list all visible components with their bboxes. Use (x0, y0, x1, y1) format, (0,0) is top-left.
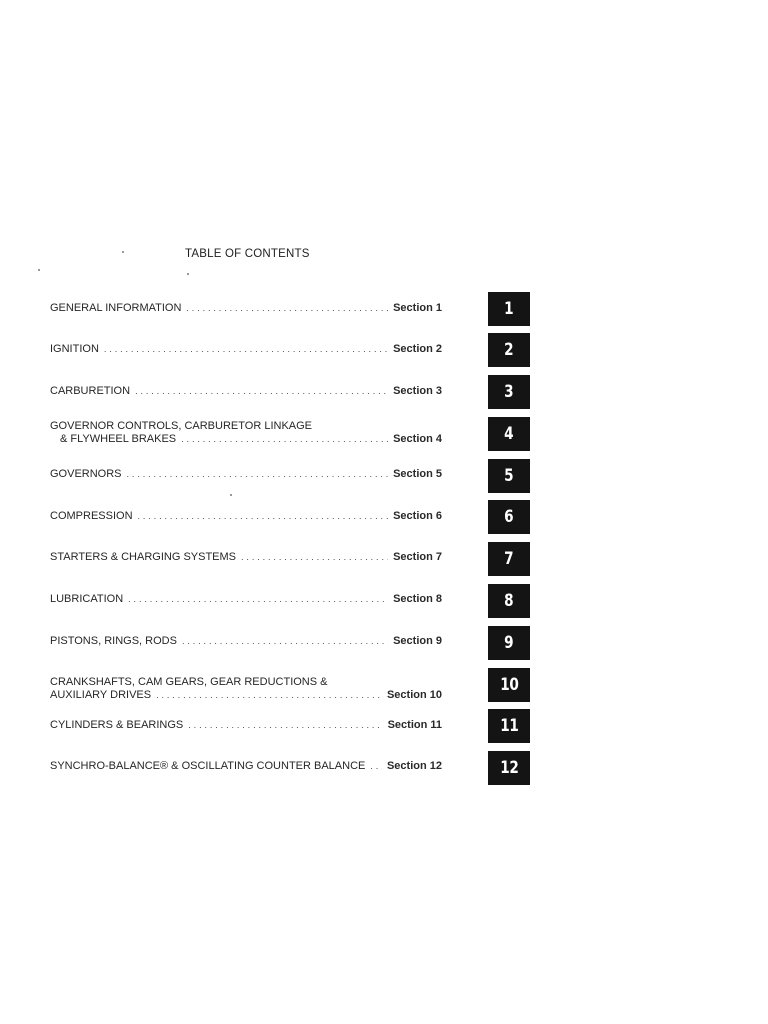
toc-entry-line (50, 343, 442, 356)
scan-speck (187, 273, 189, 275)
toc-entry[interactable] (50, 760, 442, 773)
toc-entry[interactable] (50, 510, 442, 523)
toc-entry-title: PISTONS, RINGS, RODS (50, 635, 177, 647)
section-tab-8[interactable]: 8 (488, 584, 530, 618)
section-tab-4[interactable]: 4 (488, 417, 530, 451)
toc-entry-title: GOVERNORS (50, 468, 122, 480)
toc-entry-line (50, 433, 442, 446)
toc-entry-title: SYNCHRO-BALANCE® & OSCILLATING COUNTER BALANCE (50, 760, 366, 772)
toc-entry-line (50, 510, 442, 523)
toc-entry-title: GENERAL INFORMATION (50, 302, 182, 314)
toc-entry-title: CYLINDERS & BEARINGS (50, 719, 184, 731)
toc-entry-line (50, 551, 442, 564)
toc-entry-line (50, 635, 442, 648)
section-tab-5[interactable]: 5 (488, 459, 530, 493)
toc-entry-title: & FLYWHEEL BRAKES (60, 433, 177, 445)
toc-entry[interactable] (50, 420, 442, 446)
section-tab-9[interactable]: 9 (488, 626, 530, 660)
section-tab-12[interactable]: 12 (488, 751, 530, 785)
dot-leader (127, 469, 389, 479)
toc-entry-title-line1: CRANKSHAFTS, CAM GEARS, GEAR REDUCTIONS & (50, 676, 328, 688)
toc-entry[interactable] (50, 593, 442, 606)
scan-speck (230, 494, 232, 496)
toc-entry-section: Section 4 (393, 433, 442, 445)
toc-entry-section: Section 9 (393, 635, 442, 647)
toc-entry-line (50, 385, 442, 398)
toc-entry[interactable] (50, 468, 442, 481)
section-tab-2[interactable]: 2 (488, 333, 530, 367)
dot-leader (128, 594, 388, 604)
toc-entry-section: Section 2 (393, 343, 442, 355)
toc-entry-title: STARTERS & CHARGING SYSTEMS (50, 551, 237, 563)
toc-entry-section: Section 3 (393, 385, 442, 397)
toc-entry-section: Section 5 (393, 468, 442, 480)
toc-entry[interactable] (50, 302, 442, 315)
toc-entry-line (50, 689, 442, 702)
toc-entry-title: IGNITION (50, 343, 99, 355)
section-tab-7[interactable]: 7 (488, 542, 530, 576)
dot-leader (188, 720, 382, 730)
section-tab-3[interactable]: 3 (488, 375, 530, 409)
dot-leader (241, 552, 388, 562)
toc-entry[interactable] (50, 385, 442, 398)
toc-entry-section: Section 7 (393, 551, 442, 563)
dot-leader (370, 761, 382, 771)
scan-speck (38, 269, 40, 271)
toc-entry-line (50, 760, 442, 773)
toc-entry-section: Section 12 (386, 760, 442, 772)
page-title: TABLE OF CONTENTS (185, 248, 310, 260)
toc-entry[interactable] (50, 551, 442, 564)
toc-entry[interactable] (50, 635, 442, 648)
section-tab-1[interactable]: 1 (488, 292, 530, 326)
toc-entry-title: AUXILIARY DRIVES (50, 689, 152, 701)
dot-leader (104, 344, 388, 354)
toc-entry-line (50, 593, 442, 606)
toc-entry[interactable] (50, 676, 442, 702)
dot-leader (135, 386, 388, 396)
toc-entry-line (50, 719, 442, 732)
section-tab-10[interactable]: 10 (488, 668, 530, 702)
dot-leader (138, 511, 389, 521)
toc-entry[interactable] (50, 343, 442, 356)
toc-entry-section: Section 8 (393, 593, 442, 605)
section-tab-11[interactable]: 11 (488, 709, 530, 743)
toc-entry-title: LUBRICATION (50, 593, 124, 605)
section-tab-6[interactable]: 6 (488, 500, 530, 534)
dot-leader (182, 636, 388, 646)
toc-entry[interactable] (50, 719, 442, 732)
toc-entry-title-line1: GOVERNOR CONTROLS, CARBURETOR LINKAGE (50, 420, 313, 432)
toc-entry-section: Section 6 (393, 510, 442, 522)
toc-entry-line (50, 468, 442, 481)
dot-leader (181, 434, 388, 444)
toc-entry-line (50, 302, 442, 315)
dot-leader (156, 690, 382, 700)
toc-entry-section: Section 10 (386, 689, 442, 701)
scan-speck (122, 251, 124, 253)
toc-entry-section: Section 1 (393, 302, 442, 314)
dot-leader (186, 303, 388, 313)
toc-entry-title: CARBURETION (50, 385, 131, 397)
toc-entry-section: Section 11 (387, 719, 442, 731)
toc-entry-title: COMPRESSION (50, 510, 133, 522)
